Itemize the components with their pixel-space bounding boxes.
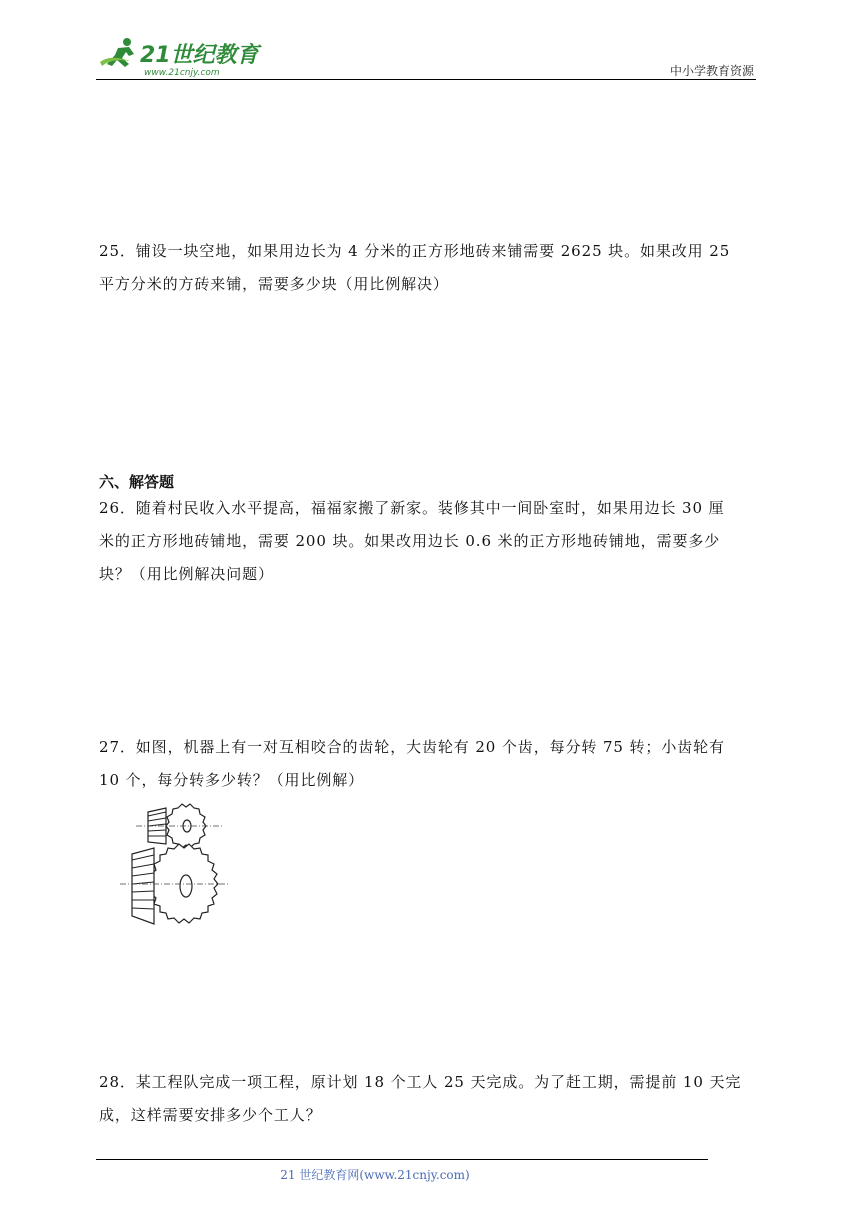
question-line: 成，这样需要安排多少个工人？ [99, 1106, 322, 1124]
header-resource-label: 中小学教育资源 [669, 64, 754, 78]
section-title: 六、解答题 [99, 473, 175, 491]
site-logo [96, 34, 266, 80]
large-gear [150, 844, 218, 923]
question-26 [99, 492, 759, 591]
question-line: 平方分米的方砖来铺，需要多少块（用比例解决） [99, 275, 449, 293]
footer-link[interactable]: 21 世纪教育网(www.21cnjy.com) [280, 1168, 470, 1182]
question-25 [99, 235, 759, 301]
question-line: 27．如图，机器上有一对互相咬合的齿轮，大齿轮有 20 个齿，每分转 75 转；小齿轮有 [99, 738, 725, 756]
question-line: 块？（用比例解决问题） [99, 565, 274, 583]
question-28 [99, 1066, 759, 1132]
svg-text:21世纪教育: 21世纪教育 [140, 43, 259, 68]
header-divider [96, 79, 756, 80]
question-line: 10 个，每分转多少转？（用比例解） [99, 771, 365, 789]
question-line: 米的正方形地砖铺地，需要 200 块。如果改用边长 0.6 米的正方形地砖铺地，需要多少 [99, 532, 721, 550]
svg-text:www.21cnjy.com: www.21cnjy.com [144, 68, 220, 78]
question-line: 25．铺设一块空地，如果用边长为 4 分米的正方形地砖来铺需要 2625 块。如果改用 25 [99, 242, 731, 260]
question-line: 26．随着村民收入水平提高，福福家搬了新家。装修其中一间卧室时，如果用边长 30 厘 [99, 499, 725, 517]
question-27 [99, 731, 759, 797]
page-footer [0, 1166, 860, 1183]
page-header [96, 32, 756, 80]
footer-divider [96, 1159, 708, 1160]
question-line: 28．某工程队完成一项工程，原计划 18 个工人 25 天完成。为了赶工期，需提前 10 天完 [99, 1073, 742, 1091]
gear-pair-figure [118, 798, 232, 930]
